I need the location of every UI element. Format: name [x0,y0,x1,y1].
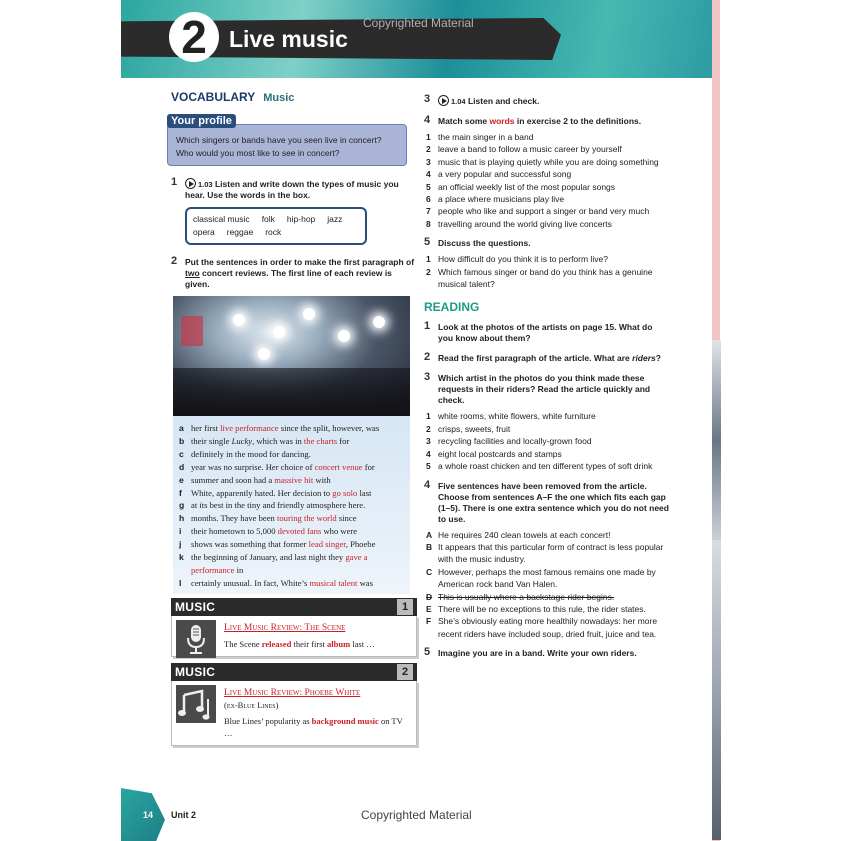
sentence-letter: e [179,474,184,485]
sentence-item [177,538,406,551]
rider-request-item [424,460,669,472]
review-number: 1 [397,599,413,615]
word-box-item: jazz [327,214,343,224]
reading-heading: READING [424,300,480,315]
item-text: This is usually where a backstage rider begins. [438,591,615,602]
item-number: 1 [426,132,431,142]
item-number: 1 [426,254,431,265]
exercise-instruction-b: concert reviews. The first line of each review is given. [185,268,392,289]
exercise-number: 3 [424,371,431,384]
sentence-letter: f [179,487,182,498]
rider-request-item [424,410,669,422]
rider-request-list [424,410,669,472]
item-text: recycling facilities and locally-grown food [438,436,592,447]
sentence-list [173,416,410,594]
word-box-item: folk [261,214,275,224]
sentence-highlight: devoted fans [277,526,322,537]
exercise-instruction-italic: riders [632,353,656,364]
sentence-item [177,422,406,435]
review-highlight: album [327,638,351,649]
item-text: He requires 240 clean towels at each concert! [438,529,611,540]
reading-exercise-3 [424,373,669,406]
rider-request-item [424,435,669,447]
gap-sentence-item [424,541,669,566]
profile-tag: Your profile [167,114,236,128]
sentence-text: year was no surprise. Her choice of [191,461,315,472]
reading-exercise-4 [424,478,669,525]
review-text [224,638,410,650]
definition-item [424,181,669,193]
exercise-instruction-b: in exercise 2 to the definitions. [514,116,642,126]
sentence-letter: j [179,539,182,550]
word-box-item: rock [265,227,282,237]
review-body [171,616,417,657]
exercise-number: 1 [424,320,431,333]
sentence-highlight: the charts [303,435,338,446]
sentence-item [177,474,406,487]
stage-light [373,316,385,328]
exercise-instruction-underlined: two [185,268,200,278]
sentence-highlight: concert venue [314,461,363,472]
definition-item [424,205,669,217]
textbook-page [121,0,719,841]
right-column [424,95,669,659]
item-number: 4 [426,169,431,180]
crowd-silhouette [173,368,410,416]
exercise-instruction-a: Put the sentences in order to make the first paragraph of [185,257,415,267]
item-text: Which famous singer or band do you think has a genuine musical talent? [438,266,653,290]
sentence-letter: a [179,423,184,433]
review-header [171,598,417,616]
item-text: white rooms, white flowers, white furniture [438,411,596,422]
item-number: 6 [426,194,431,205]
item-letter: C [426,566,433,577]
item-text: However, perhaps the most famous remains one made by American rock band Van Halen. [438,566,656,590]
sentence-text: certainly unusual. In fact, White’s [191,577,310,588]
review-text [224,715,410,739]
sentence-highlight: massive hit [274,474,314,485]
review-highlight: background music [311,715,379,726]
item-number: 2 [426,144,431,155]
exercise-2 [171,257,416,290]
gap-sentence-item [424,566,669,591]
definition-item [424,143,669,155]
gap-sentence-list [424,529,669,641]
definition-list [424,131,669,230]
item-number: 8 [426,218,431,229]
word-box-item: hip-hop [286,214,316,224]
definition-item [424,168,669,180]
exercise-instruction: Listen and check. [467,96,540,106]
sentence-item [177,577,406,590]
item-text: people who like and support a singer or band very much [438,206,650,217]
exercise-number: 1 [171,176,178,188]
review-highlight: released [261,638,292,649]
gap-sentence-item [424,615,669,640]
definition-item [424,131,669,143]
item-number: 5 [426,181,431,192]
sentence-text: for [362,461,375,472]
gap-sentence-item [424,603,669,615]
sentence-text: definitely in the mood for dancing. [191,448,311,459]
sentence-text: their single [191,435,232,446]
question-list [424,253,669,290]
review-title: Live Music Review: Phoebe White [224,687,361,698]
exercise-number: 4 [424,478,431,491]
next-page-photo-strip [712,340,721,540]
exercise-instruction-a: Match some [438,116,490,126]
profile-box [167,124,407,166]
word-box-item: classical music [193,214,250,224]
sentence-text: the beginning of January, and last night they [191,552,346,563]
sentence-text: for [337,435,350,446]
review-text-part: last … [350,638,375,649]
microphone-icon [176,620,216,658]
item-number: 7 [426,206,431,217]
sentence-letter: g [179,500,185,511]
review-title: Live Music Review: The Scene [224,622,346,633]
item-letter: E [426,603,432,614]
exercise-4 [424,116,669,127]
audio-play-icon[interactable] [185,178,196,189]
sentence-highlight: go solo [332,487,358,498]
sentence-text: since the split, however, was [278,423,380,433]
question-item [424,253,669,265]
review-subtitle: (ex-Blue Lines) [224,699,279,710]
exercise-instruction: Discuss the questions. [438,238,531,249]
reading-exercise-5 [424,648,669,659]
sentence-letter: k [179,552,184,563]
sentence-text: at its best in the tiny and friendly atmosphere here. [191,500,366,511]
word-box-item: opera [193,227,215,237]
sentence-highlight: musical talent [309,577,358,588]
review-body [171,681,417,746]
next-page-photo-strip [712,540,721,840]
review-label: MUSIC [175,664,216,679]
exercise-number: 5 [424,646,431,659]
gap-sentence-item [424,591,669,603]
item-text: an official weekly list of the most popular songs [438,181,616,192]
exercise-instruction: Which artist in the photos do you think made these requests in their riders? Read the article quickly and check. [438,373,651,406]
sentence-letter: d [179,461,185,472]
exercise-instruction: Look at the photos of the artists on page 15. What do you know about them? [438,322,653,344]
item-text: a whole roast chicken and ten different types of soft drink [438,461,653,472]
footer-unit: Unit 2 [171,810,197,820]
item-text: leave a band to follow a music career by yourself [438,144,622,155]
review-card [171,663,416,746]
sentence-item [177,525,406,538]
exercise-instruction-b: ? [655,353,661,364]
left-column [171,90,416,746]
track-number: 1.04 [451,97,466,106]
reading-exercise-2 [424,353,669,364]
stage-light [338,330,350,342]
review-card [171,598,416,657]
word-box-item: reggae [226,227,254,237]
review-text-part: on TV … [224,715,403,738]
sentence-text: in [234,564,244,575]
sentence-italic: Lucky [231,435,253,446]
unit-number: 2 [169,12,219,62]
sentence-text: summer and soon had a [191,474,275,485]
item-text: a very popular and successful song [438,169,572,180]
item-text: crisps, sweets, fruit [438,423,511,434]
page-number: 14 [143,810,154,820]
reading-exercise-1 [424,322,669,344]
question-item [424,266,669,291]
item-number: 2 [426,423,431,434]
sentence-letter: b [179,435,185,446]
item-number: 5 [426,461,431,472]
sentence-letter: l [179,577,182,588]
sentence-letter: c [179,448,184,459]
review-text-part: Blue Lines’ popularity as [224,715,312,726]
sentence-text: with [313,474,331,485]
exercise-number: 4 [424,114,431,126]
sentence-highlight: touring the world [277,513,337,524]
review-label: MUSIC [175,599,216,614]
concert-photo [173,296,410,416]
sentence-text: her first [191,423,221,433]
sentence-item [177,487,406,500]
sentence-item [177,499,406,512]
exercise-instruction: Five sentences have been removed from the article. Choose from sentences A–F the one which fits each gap (1–5). There is one extra sentence which you do not need to use. [438,480,669,524]
exercise-5 [424,238,669,249]
item-letter: F [426,616,432,627]
review-header [171,663,417,681]
sentence-letter: i [179,526,182,537]
footer-watermark: Copyrighted Material [361,808,472,822]
sentence-text: months. They have been [191,513,277,524]
item-text: She’s obviously eating more healthily nowadays: her more recent riders have included soup, dried fruit, juice and tea. [438,616,658,639]
definition-item [424,218,669,230]
sentence-item [177,512,406,525]
unit-title: Live music [229,26,348,52]
music-notes-icon [176,685,216,723]
exercise-number: 2 [171,255,178,267]
sentence-text: shows was something that former [191,539,309,550]
review-text-part: their first [291,638,328,649]
item-number: 3 [426,156,431,167]
exercise-3 [424,95,669,107]
sentence-text: was [357,577,373,588]
item-text: It appears that this particular form of contract is less popular with the music industry. [438,541,664,565]
vocabulary-heading [171,90,416,104]
sentence-text: last [357,487,372,498]
exercise-instruction: Listen and write down the types of music you hear. Use the words in the box. [185,179,399,200]
exercise-instruction: Imagine you are in a band. Write your own riders. [438,648,637,659]
sentence-text: , which was in [252,435,304,446]
sentence-item [177,435,406,448]
item-number: 1 [426,411,431,422]
exercise-instruction-a: Read the first paragraph of the article. What are [438,353,633,364]
sentence-text: , Phoebe [345,539,376,550]
item-text: eight local postcards and stamps [438,448,562,459]
item-letter: A [426,529,433,540]
exercise-number: 5 [424,236,431,249]
definition-item [424,193,669,205]
sentence-item [177,551,406,577]
item-number: 3 [426,436,431,447]
word-box [185,207,367,245]
vocabulary-subheading: Music [263,92,295,104]
sentence-letter: h [179,513,185,524]
stage-light [181,316,203,346]
item-text: There will be no exceptions to this rule, the rider states. [438,603,646,614]
exercise-number: 3 [424,93,431,105]
profile-question-2: Who would you most like to see in concert? [176,148,340,158]
sentence-item [177,461,406,474]
item-text: travelling around the world giving live concerts [438,218,612,229]
item-letter: D [426,591,433,602]
item-text: the main singer in a band [438,132,534,142]
review-number: 2 [397,664,413,680]
sentence-text: since [336,513,357,524]
gap-sentence-item [424,529,669,541]
item-text: music that is playing quietly while you are doing something [438,156,659,167]
item-text: How difficult do you think it is to perform live? [438,254,608,265]
sentence-highlight: live performance [220,423,279,433]
sentence-text: White, apparently hated. Her decision to [191,487,333,498]
exercise-instruction-red: words [489,116,515,126]
header-watermark: Copyrighted Material [363,16,474,30]
item-letter: B [426,541,433,552]
exercise-1 [171,178,416,201]
sentence-highlight: lead singer [308,539,346,550]
item-text: a place where musicians play live [438,194,565,205]
stage-light [273,326,285,338]
your-profile [167,115,416,166]
sentence-text: their hometown to 5,000 [191,526,278,537]
item-number: 4 [426,448,431,459]
sentence-highlight: gave a performance [191,552,368,575]
rider-request-item [424,448,669,460]
exercise-number: 2 [424,351,431,364]
stage-light [303,308,315,320]
track-number: 1.03 [198,180,213,189]
profile-question-1: Which singers or bands have you seen live in concert? [176,135,382,145]
sentence-item [177,448,406,461]
vocabulary-heading-text: VOCABULARY [171,90,256,104]
review-text-part: The Scene [224,638,262,649]
stage-light [258,348,270,360]
item-number: 2 [426,266,431,277]
review-cards [171,598,416,746]
rider-request-item [424,423,669,435]
sentence-text: who were [321,526,358,537]
definition-item [424,156,669,168]
stage-light [233,314,245,326]
audio-play-icon[interactable] [438,95,449,106]
